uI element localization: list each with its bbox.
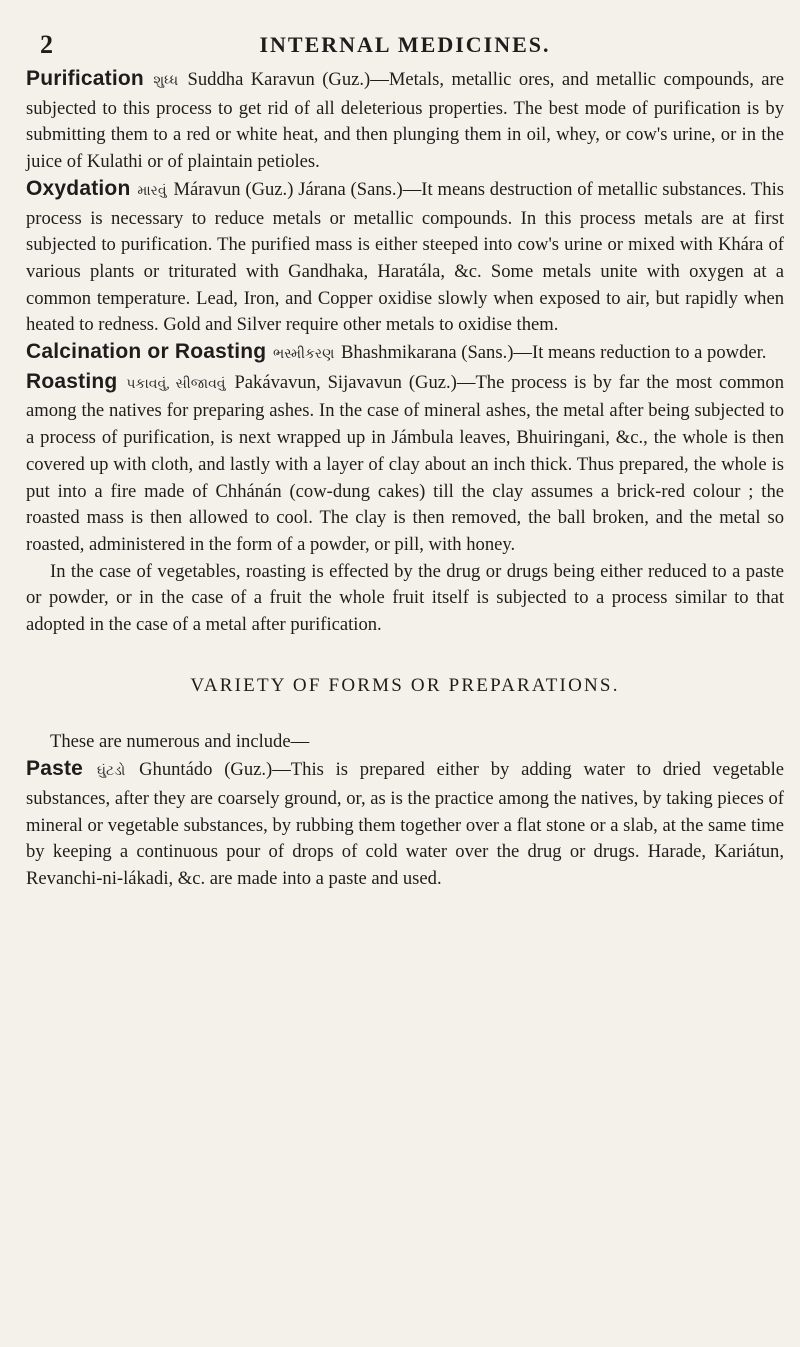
gujarati-term: ઘુંટડો (96, 764, 126, 780)
entry-text: Bhashmikarana (Sans.)—It means reduction to a powder. (336, 342, 767, 364)
page-header (26, 0, 784, 66)
entry-text: Pakávavun, Sijavavun (Guz.)—The process is by far the most common among the natives for preparing ashes. In the case of mineral ashes, the metal after being subjected to a process of purification, is next wrapped up in Jámbula leaves, Bhuiringani, &c., the whole is then covered up with cloth, and lastly with a layer of clay about an inch thick. Thus prepared, the whole is put into a fire made of Chhánán (cow-dung cakes) till the clay assumes a brick-red colour ; the roasted mass is then allowed to cool. The clay is then removed, the ball broken, and the metal so roasted, administered in the form of a powder, or pill, with honey. (26, 371, 785, 555)
entry-heading: Oxydation (26, 176, 131, 200)
entry-text: Ghuntádo (Guz.)—This is prepared either by adding water to dried vegetable substances, after they are coarsely ground, or, as is the practice among the natives, by taking pieces of mineral or vegetable substances, by rubbing them together over a flat stone or a slab, at the same time by keeping a continuous pour of drops of cold water over the drug or drugs. Harade, Kariátun, Revanchi-ni-lákadi, &c. are made into a paste and used. (26, 759, 784, 889)
entry-heading: Calcination or Roasting (26, 340, 267, 364)
entry-text: Máravun (Guz.) Járana (Sans.)—It means destruction of metallic substances. This process is necessary to reduce metals or metallic compounds. In this process metals are at first subjected to purification. The purified mass is either steeped into cow's urine or mixed with Khára of various plants or triturated with Gandhaka, Haratála, &c. Some metals unite with oxygen at a common temperature. Lead, Iron, and Copper oxidise slowly when exposed to air, but rapidly when heated to redness. Gold and Silver require other metals to oxidise them. (26, 178, 785, 336)
entry-heading: Roasting (26, 369, 118, 393)
entry-heading: Paste (26, 757, 84, 781)
page-body (26, 66, 784, 893)
entry-paste (26, 756, 784, 893)
entry-purification (26, 66, 784, 176)
running-title: INTERNAL MEDICINES. (259, 32, 551, 57)
gujarati-term: પકાવવું, સીજાવવું (126, 376, 226, 392)
entry-calcination (26, 339, 784, 369)
sanskrit-term: ભસ્મીકરણ (272, 347, 335, 363)
section-title: VARIETY OF FORMS OR PREPARATIONS. (190, 674, 620, 696)
gujarati-term: મારવું (137, 183, 167, 199)
gujarati-term: શુધ્ધ (153, 74, 179, 89)
section-intro: These are numerous and include— (50, 731, 310, 753)
entry-text: Suddha Karavun (Guz.)—Metals, metallic ores, and metallic compounds, are subjected to this process to get rid of all deleterious properties. The best mode of purification is by submitting them to a red or white heat, and then plunging them in oil, whey, or cow's urine, or in the juice of Kulathi or of plaintain petioles. (26, 69, 784, 173)
entry-oxydation (26, 176, 784, 339)
entry-heading: Purification (26, 67, 144, 90)
entry-roasting (26, 369, 784, 559)
paragraph-vegetables: In the case of vegetables, roasting is effected by the drug or drugs being either reduced to a paste or powder, or in the case of a fruit the whole fruit itself is subjected to a process similar to that adopted in the case of a metal after purification. (26, 560, 784, 636)
page-number: 2 (40, 30, 53, 59)
